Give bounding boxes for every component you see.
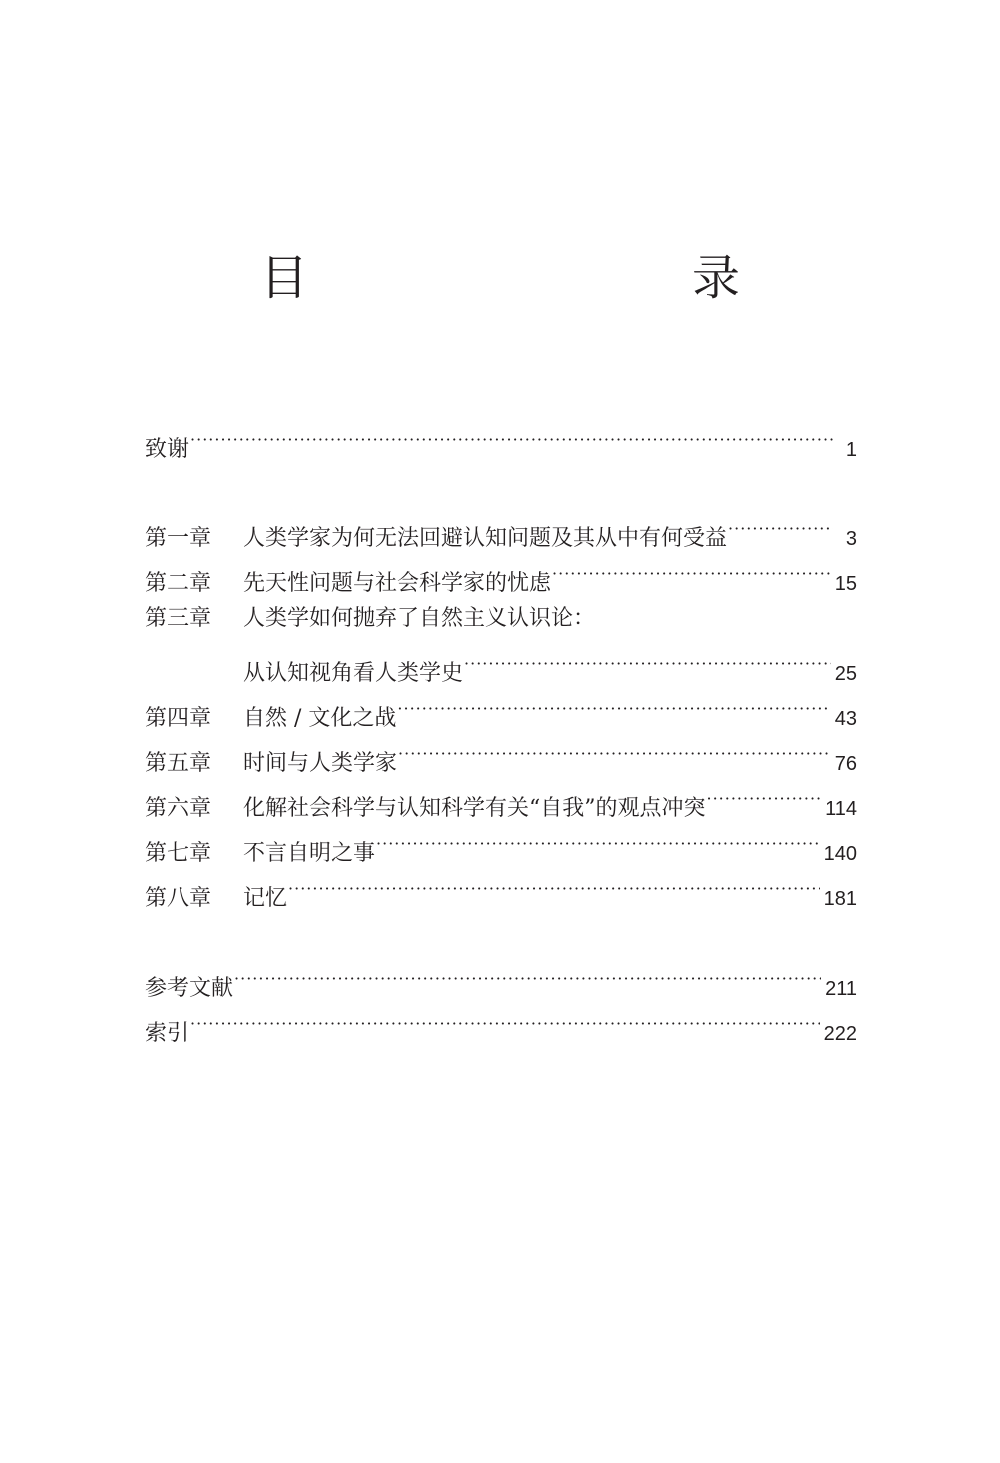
toc-chapter-label: 第三章 xyxy=(145,606,212,631)
toc-entry-references[interactable] xyxy=(145,963,857,1001)
dot-leader xyxy=(398,738,831,770)
toc-page-number: 15 xyxy=(834,573,857,595)
dot-leader xyxy=(552,558,831,590)
dot-leader xyxy=(397,693,830,725)
toc-page-number: 140 xyxy=(823,843,857,865)
toc-page-number: 76 xyxy=(834,753,857,775)
toc-chapter-label: 第七章 xyxy=(145,841,212,866)
toc-chapter-label: 第二章 xyxy=(145,571,212,596)
toc-entry-chapter-3[interactable] xyxy=(145,603,857,635)
toc-entry-chapter-4[interactable] xyxy=(145,693,857,731)
toc-entry-title: 人类学家为何无法回避认知问题及其从中有何受益 xyxy=(243,526,728,551)
toc-entry-title: 时间与人类学家 xyxy=(243,751,398,776)
toc-entry-chapter-6[interactable] xyxy=(145,783,857,821)
toc-entry-title: 记忆 xyxy=(243,886,288,911)
toc-entry-title: 人类学如何抛弃了自然主义认识论： xyxy=(243,606,596,631)
toc-page-number: 25 xyxy=(834,663,857,685)
toc-chapter-label: 第八章 xyxy=(145,886,212,911)
toc-entry-chapter-1[interactable] xyxy=(145,513,857,551)
toc-page-number: 1 xyxy=(845,439,857,461)
dot-leader xyxy=(376,828,820,860)
toc-entry-title: 不言自明之事 xyxy=(243,841,376,866)
toc-entry-title: 致谢 xyxy=(145,437,190,462)
toc-entry-title: 先天性问题与社会科学家的忧虑 xyxy=(243,571,552,596)
toc-entry-chapter-8[interactable] xyxy=(145,873,857,911)
dot-leader xyxy=(728,513,833,545)
toc-entry-title: 自然 / 文化之战 xyxy=(243,706,397,731)
toc-entry-title: 从认知视角看人类学史 xyxy=(243,661,464,686)
toc-page-number: 43 xyxy=(834,708,857,730)
toc-entry-chapter-3-continued[interactable] xyxy=(145,648,857,686)
toc-entry-title: 索引 xyxy=(145,1021,190,1046)
toc-chapter-label: 第一章 xyxy=(145,526,212,551)
toc-chapter-label: 第四章 xyxy=(145,706,212,731)
dot-leader xyxy=(288,873,820,905)
toc-chapter-label: 第五章 xyxy=(145,751,212,776)
toc-page-number: 114 xyxy=(825,798,857,820)
toc-page-number: 222 xyxy=(823,1023,857,1045)
dot-leader xyxy=(707,783,822,815)
toc-entry-index[interactable] xyxy=(145,1008,857,1046)
toc-page-number: 211 xyxy=(825,978,857,1000)
page-title: 目 录 xyxy=(259,250,836,306)
dot-leader xyxy=(190,424,833,456)
dot-leader xyxy=(464,648,831,680)
toc-entry-chapter-7[interactable] xyxy=(145,828,857,866)
toc-entry-title: 参考文献 xyxy=(145,976,234,1001)
toc-entry-acknowledgements[interactable] xyxy=(145,424,857,462)
toc-chapter-label: 第六章 xyxy=(145,796,212,821)
toc-page-number: 3 xyxy=(845,528,857,550)
toc-entry-title: 化解社会科学与认知科学有关“自我”的观点冲突 xyxy=(243,796,706,821)
toc-entry-chapter-5[interactable] xyxy=(145,738,857,776)
toc-entry-chapter-2[interactable] xyxy=(145,558,857,596)
toc-page-number: 181 xyxy=(823,888,857,910)
dot-leader xyxy=(190,1008,820,1040)
dot-leader xyxy=(234,963,821,995)
